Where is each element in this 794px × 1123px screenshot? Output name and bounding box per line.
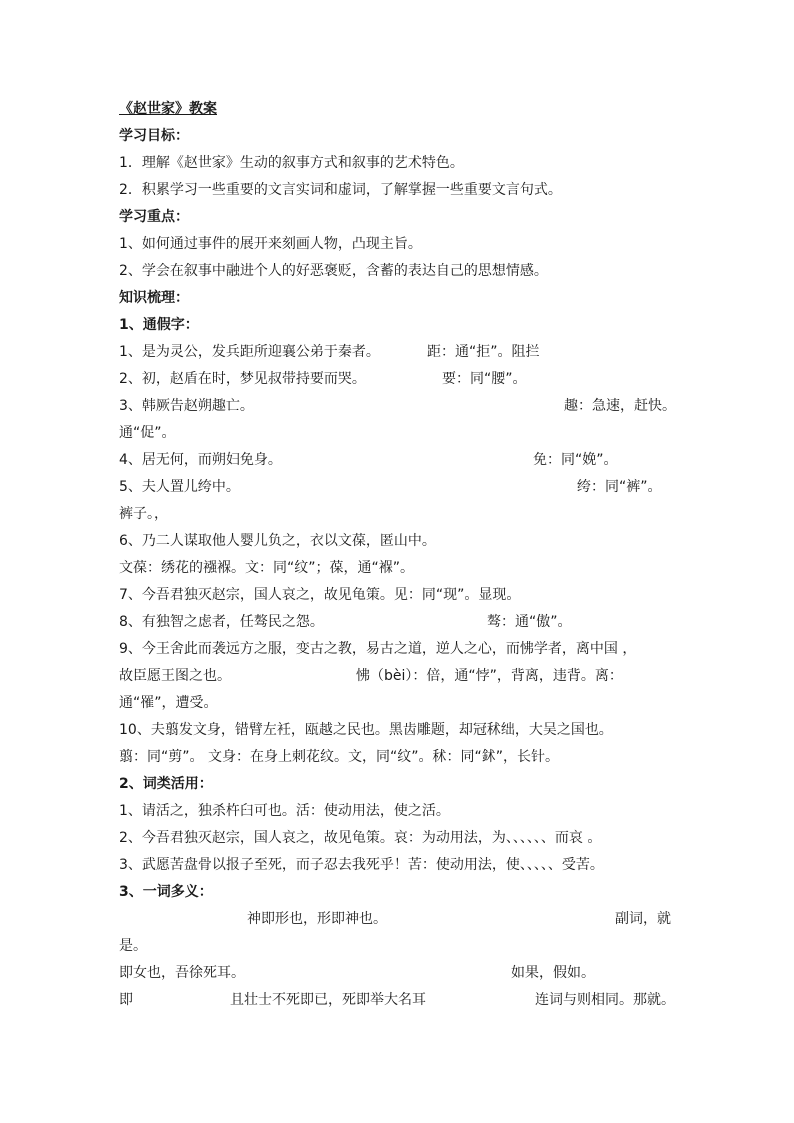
tongjia-8-note: 骜：通“傲”。	[487, 614, 572, 630]
tongjia-1	[119, 339, 679, 366]
tongjia-3	[119, 393, 679, 420]
heading-focus: 学习重点：	[119, 209, 189, 225]
tongjia-4-note: 免：同“娩”。	[533, 452, 618, 468]
tongjia-4	[119, 447, 679, 474]
tongjia-9-note: 怫（bèi）：倍，通“悖”，背离，违背。离：	[356, 668, 623, 684]
goal-2: 2．积累学习一些重要的文言实词和虚词，了解掌握一些重要文言句式。	[119, 182, 562, 198]
cilei-1: 1、请活之，独杀杵臼可也。活：使动用法，使之活。	[119, 803, 450, 819]
tongjia-5	[119, 474, 679, 501]
cilei-2: 2、今吾君独灭赵宗，国人哀之，故见龟策。哀：为动用法，为、、、、、、而哀 。	[119, 830, 602, 846]
heading-cilei: 2、词类活用：	[119, 776, 213, 792]
tongjia-7: 7、今吾君独灭赵宗，国人哀之，故见龟策。见：同“现”。显现。	[119, 587, 521, 603]
tongjia-3-note: 趣：急速，赶快。	[564, 398, 676, 414]
tongjia-9: 9、今王舍此而袭远方之服，变古之教，易古之道，逆人之心，而怫学者，离中国 ，	[119, 641, 637, 657]
yici-2-note: 如果，假如。	[511, 965, 595, 981]
yici-1-cont: 是。	[119, 938, 147, 954]
tongjia-9-note-cont: 通“罹”，遭受。	[119, 695, 218, 711]
tongjia-8	[119, 609, 679, 636]
yici-3	[119, 987, 679, 1014]
tongjia-3-sentence: 3、韩厥告赵朔趣亡。	[119, 398, 254, 414]
tongjia-5-sentence: 5、夫人置儿绔中。	[119, 479, 240, 495]
yici-3-note: 连词与则相同。那就。	[535, 992, 675, 1008]
goal-1: 1．理解《赵世家》生动的叙事方式和叙事的艺术特色。	[119, 155, 464, 171]
yici-3-sentence: 且壮士不死即已，死即举大名耳	[230, 992, 426, 1008]
tongjia-8-sentence: 8、有独智之虑者，任骜民之怨。	[119, 614, 324, 630]
yici-2-sentence: 即女也，吾徐死耳。	[119, 965, 245, 981]
heading-review: 知识梳理：	[119, 290, 189, 306]
yici-1	[119, 906, 679, 933]
tongjia-1-sentence: 1、是为灵公，发兵距所迎襄公弟于秦者。	[119, 344, 380, 360]
tongjia-6-note: 文葆：绣花的襁褓。文：同“纹”；葆，通“褓”。	[119, 560, 415, 576]
tongjia-5-cont: 裤子。，	[119, 506, 168, 522]
tongjia-2-sentence: 2、初，赵盾在时，梦见叔带持要而哭。	[119, 371, 366, 387]
tongjia-3-cont: 通“促”。	[119, 425, 176, 441]
tongjia-2-note: 要：同“腰”。	[442, 371, 527, 387]
tongjia-2	[119, 366, 679, 393]
heading-goals: 学习目标：	[119, 128, 189, 144]
tongjia-5-note: 绔：同“裤”。	[577, 479, 662, 495]
focus-2: 2、学会在叙事中融进个人的好恶褒贬，含蓄的表达自己的思想情感。	[119, 263, 548, 279]
tongjia-1-note: 距：通“拒”。阻拦	[427, 344, 540, 360]
focus-1: 1、如何通过事件的展开来刻画人物，凸现主旨。	[119, 236, 422, 252]
yici-1-sentence: 神即形也，形即神也。	[247, 911, 387, 927]
heading-tongjia: 1、通假字：	[119, 317, 199, 333]
heading-yici: 3、一词多义：	[119, 884, 213, 900]
tongjia-9-sentence-end: 故臣愿王图之也。	[119, 668, 231, 684]
tongjia-10-note: 翦：同“剪”。 文身：在身上刺花纹。文，同“纹”。秫：同“鉥”，长针。	[119, 749, 559, 765]
yici-1-note: 副词，就	[615, 911, 671, 927]
doc-title: 《赵世家》教案	[119, 101, 217, 117]
tongjia-6: 6、乃二人谋取他人婴儿负之，衣以文葆，匿山中。	[119, 533, 436, 549]
cilei-3: 3、武愿苦盘骨以报子至死，而子忍去我死乎！苦：使动用法，使、、、、、受苦。	[119, 857, 604, 873]
tongjia-10: 10、夫翦发文身，错臂左衽，瓯越之民也。黑齿雕题，却冠秫绌，大吴之国也。	[119, 722, 613, 738]
yici-3-word: 即	[119, 992, 133, 1008]
tongjia-9-line2	[119, 663, 679, 690]
tongjia-4-sentence: 4、居无何，而朔妇免身。	[119, 452, 282, 468]
yici-2	[119, 960, 679, 987]
